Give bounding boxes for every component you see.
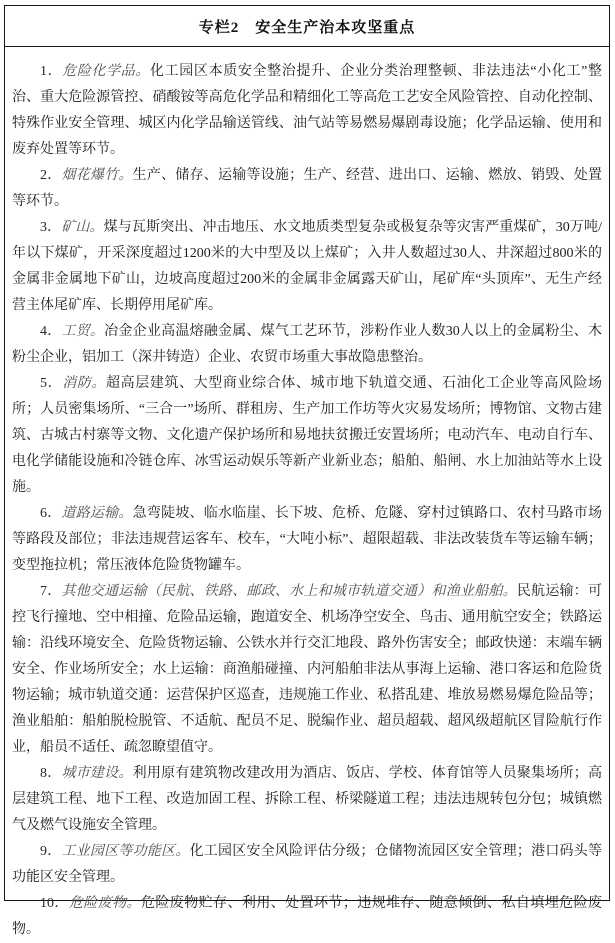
panel-body [5, 47, 609, 943]
item-number: 3． [40, 220, 62, 235]
item-lead: 道路运输。 [61, 506, 133, 521]
item-body: 利用原有建筑物改建改用为酒店、饭店、学校、体育馆等人员聚集场所；高层建筑工程、地下工程、改造加固工程、拆除工程、桥梁隧道工程；违法违规转包分包；城镇燃气及燃气设施安全管理。 [12, 766, 603, 833]
item-lead: 危险废物。 [68, 896, 141, 911]
item-number: 9． [40, 844, 62, 859]
list-item [12, 371, 602, 501]
item-body: 民航运输：可控飞行撞地、空中相撞、危险品运输，跑道安全、机场净空安全、鸟击、通用航空安全；铁路运输：沿线环境安全、危险货物运输、公铁水并行交汇地段、路外伤害安全；邮政快递：末端车辆安全、作业场所安全；水上运输：商渔船碰撞、内河船舶非法从事海上运输、港口客运和危险货物运输；城市轨道交通：运营保护区巡查，违规施工作业、私搭乱建、堆放易燃易爆危险品等；渔业船舶：船舶脱检脱管、不适航、配员不足、脱编作业、超员超载、超风级超航区冒险航行作业，船员不适任、疏忽瞭望值守。 [12, 584, 603, 755]
item-lead: 其他交通运输（民航、铁路、邮政、水上和城市轨道交通）和渔业船舶。 [61, 584, 517, 599]
item-lead: 烟花爆竹。 [61, 168, 133, 183]
item-body: 危险废物贮存、利用、处置环节；违规堆存、随意倾倒、私自填埋危险废物。 [12, 896, 603, 937]
column-panel [4, 5, 610, 937]
item-number: 8． [40, 766, 62, 781]
item-lead: 矿山。 [61, 220, 104, 235]
list-item [12, 319, 602, 371]
item-body: 生产、储存、运输等设施；生产、经营、进出口、运输、燃放、销毁、处置等环节。 [12, 168, 603, 209]
list-item [12, 215, 602, 319]
item-body: 急弯陡坡、临水临崖、长下坡、危桥、危隧、穿村过镇路口、农村马路市场等路段及部位；非法违规营运客车、校车，“大吨小标”、超限超载、非法改装货车等运输车辆；变型拖拉机；常压液体危险货物罐车。 [12, 506, 603, 573]
list-item [12, 839, 602, 891]
item-lead: 城市建设。 [61, 766, 133, 781]
item-number: 10． [40, 896, 69, 911]
item-number: 5． [40, 376, 63, 391]
list-item [12, 501, 602, 579]
list-item [12, 163, 602, 215]
item-body: 化工园区本质安全整治提升、企业分类治理整顿、非法违法“小化工”整治、重大危险源管控、硝酸铵等高危化学品和精细化工等高危工艺安全风险管控、自动化控制、特殊作业安全管理、城区内化学品输送管线、油气站等易燃易爆剧毒设施；化学品运输、使用和废弃处置等环节。 [12, 64, 602, 157]
item-body: 超高层建筑、大型商业综合体、城市地下轨道交通、石油化工企业等高风险场所；人员密集场所、“三合一”场所、群租房、生产加工作坊等火灾易发场所；博物馆、文物古建筑、古城古村寨等文物、文化遗产保护场所和易地扶贫搬迁安置场所；电动汽车、电动自行车、电化学储能设施和冷链仓库、冰雪运动娱乐等新产业新业态；船舶、船闸、水上加油站等水上设施。 [12, 376, 603, 495]
panel-title: 专栏2 安全生产治本攻坚重点 [5, 6, 609, 47]
item-lead: 危险化学品。 [62, 64, 151, 79]
item-lead: 工贸。 [61, 324, 105, 339]
item-number: 2． [40, 168, 62, 183]
item-number: 6． [40, 506, 62, 521]
item-body: 冶金企业高温熔融金属、煤气工艺环节，涉粉作业人数30人以上的金属粉尘、木粉尘企业，铝加工（深井铸造）企业、农贸市场重大事故隐患整治。 [12, 324, 603, 365]
item-number: 4． [40, 324, 62, 339]
item-lead: 消防。 [62, 376, 107, 391]
list-item [12, 579, 602, 761]
item-number: 7． [40, 584, 62, 599]
item-lead: 工业园区等功能区。 [61, 844, 190, 859]
item-number: 1． [40, 64, 63, 79]
list-item [12, 59, 602, 163]
item-body: 煤与瓦斯突出、冲击地压、水文地质类型复杂或极复杂等灾害严重煤矿，30万吨/年以下煤矿，开采深度超过1200米的大中型及以上煤矿；入井人数超过30人、井深超过800米的金属非金属地下矿山，边坡高度超过200米的金属非金属露天矿山，尾矿库“头顶库”、无生产经营主体尾矿库、长期停用尾矿库。 [12, 220, 603, 313]
list-item [12, 891, 602, 943]
list-item [12, 761, 602, 839]
item-body: 化工园区安全风险评估分级；仓储物流园区安全管理；港口码头等功能区安全管理。 [12, 844, 603, 885]
